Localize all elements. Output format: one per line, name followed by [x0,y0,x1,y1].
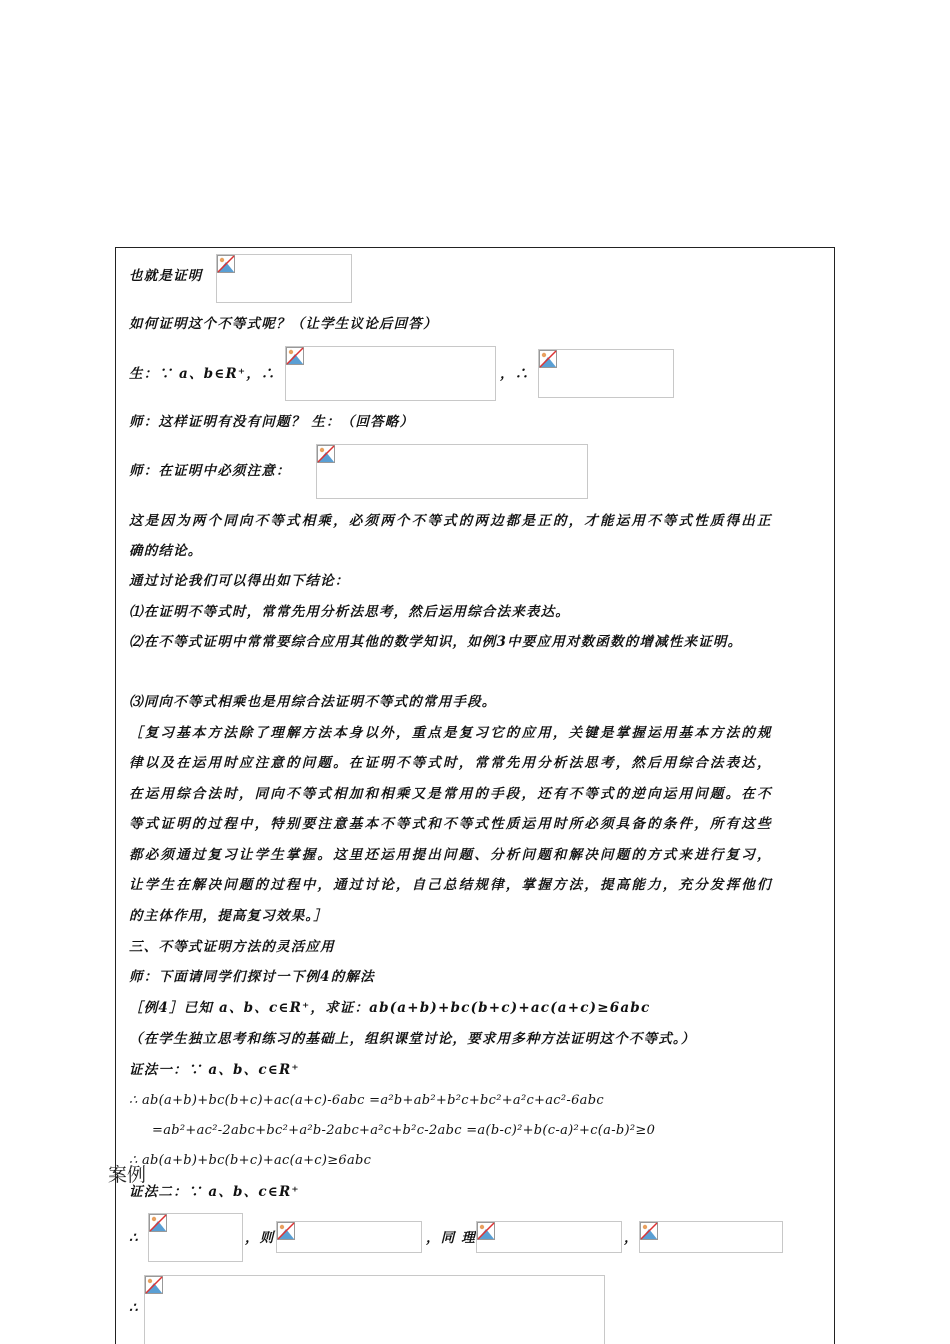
text-line-3a: 生：∵ a、b∈R⁺，∴ [129,366,276,382]
text-line-28d: ， [624,1230,639,1246]
text-line-11: ⑶同向不等式相乘也是用综合法证明不等式的常用手段。 [129,694,497,710]
formula-image-4 [316,444,588,499]
broken-image-icon [217,255,235,273]
text-line-8: 通过讨论我们可以得出如下结论： [129,573,350,589]
text-line-28c: ，同 理 [426,1230,476,1246]
text-line-17: 让学生在解决问题的过程中，通过讨论，自己总结规律，掌握方法，提高能力，充分发挥他们 [129,877,773,893]
text-line-1: 也就是证明 [129,268,203,284]
text-line-16: 都必须通过复习让学生掌握。这里还运用提出问题、分析问题和解决问题的方式来进行复习， [129,847,773,863]
example-4-statement: ［例4］已知 a、b、c∈R⁺，求证：ab(a+b)+bc(b+c)+ac(a+c)≥6abc [129,1000,651,1016]
text-line-14: 在运用综合法时，同向不等式相加和相乘又是常用的手段，还有不等式的逆向运用问题。在不 [129,786,773,802]
text-line-13: 律以及在运用时应注意的问题。在证明不等式时，常常先用分析法思考，然后用综合法表达， [129,755,773,771]
text-line-3b: ，∴ [500,366,530,382]
section-heading: 三、不等式证明方法的灵活应用 [129,939,335,955]
formula-image-3 [538,349,674,398]
broken-image-icon [317,445,335,463]
broken-image-icon [277,1222,295,1240]
formula-image-5 [148,1213,243,1262]
broken-image-icon [477,1222,495,1240]
text-line-20: 师：下面请同学们探讨一下例4的解法 [129,969,375,985]
text-line-10: ⑵在不等式证明中常常要综合应用其他的数学知识，如例3中要应用对数函数的增减性来证明。 [129,634,743,650]
formula-image-8 [639,1221,783,1253]
proof-1-step-2: =ab²+ac²-2abc+bc²+a²b-2abc+a²c+b²c-2abc =a(b-c)²+b(c-a)²+c(a-b)²≥0 [152,1123,656,1138]
proof-1-conclusion: ∴ ab(a+b)+bc(b+c)+ac(a+c)≥6abc [129,1153,372,1168]
broken-image-icon [145,1276,163,1294]
text-line-2: 如何证明这个不等式呢？（让学生议论后回答） [129,316,438,332]
broken-image-icon [286,347,304,365]
text-line-15: 等式证明的过程中，特别要注意基本不等式和不等式性质运用时所必须具备的条件，所有这些 [129,816,773,832]
text-line-22: （在学生独立思考和练习的基础上，组织课堂讨论，要求用多种方法证明这个不等式。） [129,1031,696,1047]
formula-image-1 [216,254,352,303]
broken-image-icon [149,1214,167,1232]
text-line-4: 师：这样证明有没有问题？ 生：（回答略） [129,414,415,430]
text-line-12: ［复习基本方法除了理解方法本身以外，重点是复习它的应用，关键是掌握运用基本方法的规 [129,725,773,741]
text-line-28a: ∴ [129,1230,139,1246]
formula-image-6 [276,1221,422,1253]
text-line-9: ⑴在证明不等式时，常常先用分析法思考，然后运用综合法来表达。 [129,604,570,620]
formula-image-9 [144,1275,605,1344]
text-line-7: 确的结论。 [129,543,203,559]
proof-1-heading: 证法一：∵ a、b、c∈R⁺ [129,1062,300,1078]
text-line-6: 这是因为两个同向不等式相乘，必须两个不等式的两边都是正的，才能运用不等式性质得出正 [129,513,773,529]
text-line-5: 师：在证明中必须注意： [129,463,291,479]
text-line-28b: ，则 [245,1230,275,1246]
text-line-29: ∴ [129,1300,139,1316]
proof-2-heading: 证法二：∵ a、b、c∈R⁺ [129,1184,300,1200]
formula-image-7 [476,1221,622,1253]
proof-1-step-1: ∴ ab(a+b)+bc(b+c)+ac(a+c)-6abc =a²b+ab²+b²c+bc²+a²c+ac²-6abc [129,1093,604,1108]
broken-image-icon [640,1222,658,1240]
text-line-18: 的主体作用，提高复习效果。］ [129,908,329,924]
formula-image-2 [285,346,496,401]
case-label: 案例 [108,1164,147,1186]
broken-image-icon [539,350,557,368]
